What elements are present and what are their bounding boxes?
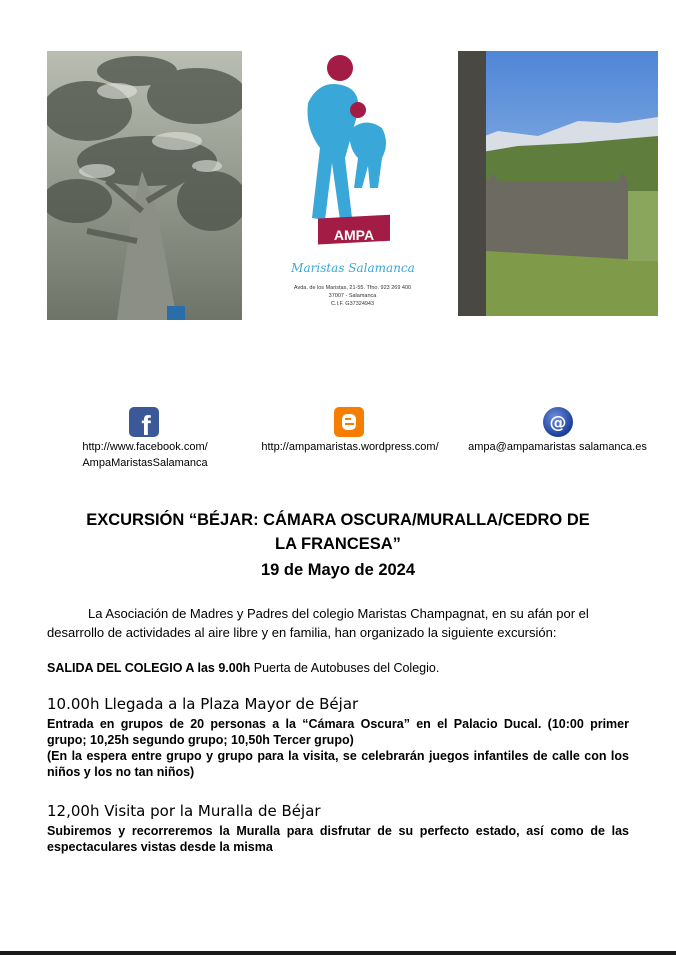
intro-paragraph: La Asociación de Madres y Padres del colegio Maristas Champagnat, en su afán por el desarrollo de actividades al aire libre y en familia, han organizado la siguiente excursión: xyxy=(47,606,589,640)
ampa-logo xyxy=(290,48,415,318)
svg-text:@: @ xyxy=(549,413,567,433)
section-heading-arrival: 10.00h Llegada a la Plaza Mayor de Béjar xyxy=(47,695,359,713)
address-line: 37007 - Salamanca xyxy=(328,293,377,299)
bottom-rule xyxy=(0,951,676,955)
departure-line xyxy=(47,659,629,677)
svg-text:f: f xyxy=(141,410,151,437)
section-paragraph: Entrada en grupos de 20 personas a la “Cámara Oscura” en el Palacio Ducal. (10:00 primer grupo; 10,25h segundo grupo; 10,50h Tercer grupo) xyxy=(47,717,629,747)
logo-address xyxy=(285,284,420,308)
castle-wall-photo xyxy=(458,51,658,316)
event-date: 19 de Mayo de 2024 xyxy=(260,561,416,579)
facebook-link-line[interactable]: AmpaMaristasSalamanca xyxy=(82,457,208,469)
page-title xyxy=(47,508,629,556)
facebook-link-line[interactable]: http://www.facebook.com/ xyxy=(82,441,208,453)
address-line: Avda. de los Maristas, 21-55. Tfno. 923 269 400 xyxy=(293,285,412,291)
facebook-link[interactable] xyxy=(60,439,230,471)
section-heading-wall-visit: 12,00h Visita por la Muralla de Béjar xyxy=(47,802,321,820)
section-paragraph: (En la espera entre grupo y grupo para la visita, se celebrarán juegos infantiles de calle con los niños y los no tan niños) xyxy=(47,749,629,779)
address-line: C.I.F. G37324943 xyxy=(330,301,375,307)
brand-text: Maristas Salamanca xyxy=(291,261,415,275)
cedar-tree-photo xyxy=(47,51,242,320)
title-line: EXCURSIÓN “BÉJAR: CÁMARA OSCURA/MURALLA/CEDRO DE xyxy=(86,511,590,529)
section-paragraph: Subiremos y recorreremos la Muralla para disfrutar de su perfecto estado, así como de las espectaculares vistas desde la misma xyxy=(47,824,629,854)
email-link[interactable]: ampa@ampamaristas salamanca.es xyxy=(468,441,647,453)
blogger-icon[interactable] xyxy=(334,407,364,437)
facebook-icon[interactable] xyxy=(129,407,159,437)
ampa-text: AMPA xyxy=(333,227,375,243)
at-icon[interactable] xyxy=(543,407,573,437)
blog-link[interactable]: http://ampamaristas.wordpress.com/ xyxy=(261,441,439,453)
departure-bold: SALIDA DEL COLEGIO A las 9.00h xyxy=(47,661,251,675)
departure-rest: Puerta de Autobuses del Colegio. xyxy=(250,661,440,675)
title-line: LA FRANCESA” xyxy=(275,535,401,553)
